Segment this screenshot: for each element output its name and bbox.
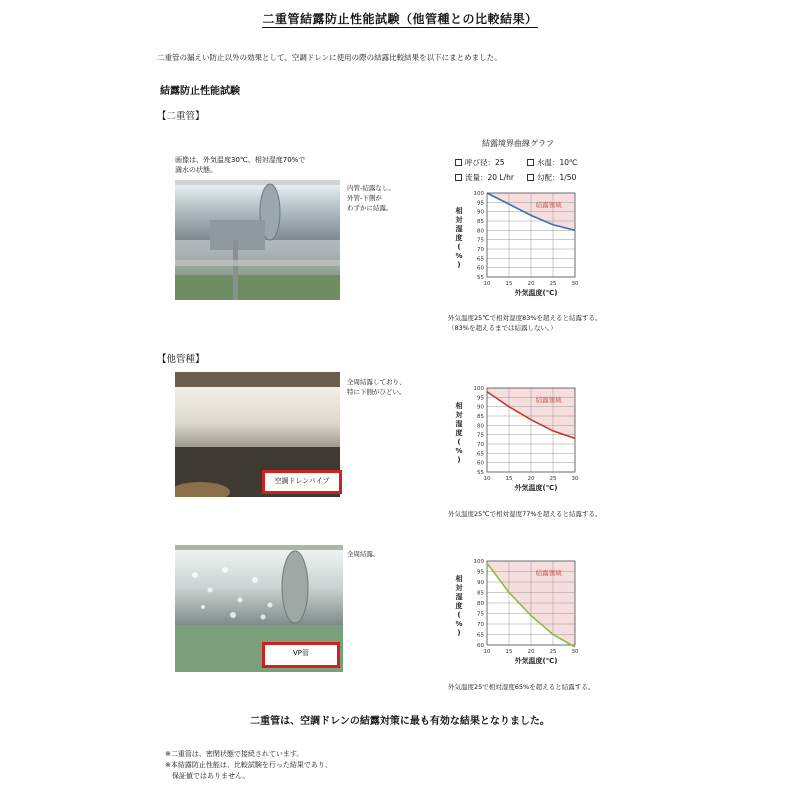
condensation-region-label: 結露領域: [535, 201, 562, 209]
x-tick-label: 10: [483, 281, 491, 287]
y-axis-label-char: 相: [455, 207, 463, 215]
y-axis-label-char: 湿: [455, 225, 463, 233]
y-axis-label-char: 対: [455, 411, 463, 419]
condition-water-temp: 水温：10℃: [527, 157, 577, 168]
y-axis-label-char: 相: [455, 402, 463, 410]
x-tick-label: 30: [571, 649, 579, 655]
block-heading-double-pipe: 【二重管】: [157, 111, 205, 122]
y-tick-label: 60: [477, 265, 484, 272]
observation-vp-pipe: 全周結露。: [347, 550, 380, 558]
y-axis-label-char: 対: [455, 584, 463, 592]
condition-slope: 勾配：1/50: [527, 172, 576, 183]
observation-drain-pipe: 全周結露しており、 特に下側がひどい。: [347, 378, 406, 396]
x-tick-label: 20: [527, 281, 535, 287]
y-axis-label-char: %: [455, 252, 463, 260]
y-tick-label: 90: [477, 209, 484, 216]
y-axis-label-char: (: [457, 243, 461, 251]
y-tick-label: 90: [477, 580, 484, 586]
section-heading: 結露防止性能試験: [160, 86, 240, 97]
note-2: ※本結露防止性能は、比較試験を行った結果であり、: [165, 761, 332, 769]
x-tick-label: 10: [483, 649, 491, 655]
x-tick-label: 15: [505, 281, 513, 287]
graph-title: 結露境界曲線グラフ: [482, 139, 554, 148]
y-axis-label-char: %: [455, 620, 463, 628]
result-vp-pipe: 外気温度25で相対湿度65%を超えると結露する。: [448, 683, 595, 691]
y-tick-label: 75: [477, 237, 484, 244]
y-tick-label: 55: [477, 275, 484, 281]
y-tick-label: 55: [477, 470, 484, 476]
condensation-region-label: 結露領域: [535, 569, 562, 577]
photo-caption: 画像は、外気温度30℃、相対湿度70%で 満水の状態。: [175, 156, 306, 174]
y-tick-label: 75: [477, 611, 484, 618]
y-axis-label-char: (: [457, 438, 461, 446]
x-tick-label: 30: [571, 281, 579, 287]
result-drain-pipe: 外気温度25℃で相対湿度77%を超えると結露する。: [448, 510, 602, 518]
y-tick-label: 65: [477, 256, 484, 263]
y-tick-label: 85: [477, 219, 484, 225]
y-axis-label-char: ): [457, 456, 461, 464]
y-axis-label-char: %: [455, 447, 463, 455]
x-axis-label: 外気温度(℃): [514, 657, 558, 665]
y-tick-label: 95: [477, 569, 484, 576]
checkbox-icon: [455, 174, 462, 181]
label-drain-pipe: 空調ドレンパイプ: [262, 470, 342, 494]
y-axis-label-char: 対: [455, 216, 463, 224]
y-tick-label: 80: [477, 601, 484, 607]
y-axis-label-char: 湿: [455, 420, 463, 428]
double-pipe-photo: [175, 180, 340, 300]
x-tick-label: 25: [549, 476, 557, 482]
checkbox-icon: [455, 159, 462, 166]
intro-text: 二重管の漏えい防止以外の効果として、空調ドレンに使用の際の結露比較結果を以下にまとめました。: [157, 53, 502, 62]
y-tick-label: 100: [473, 191, 484, 197]
condensation-chart-drain-pipe: [440, 380, 590, 500]
result-double-pipe: 外気温度25℃で相対湿度83%を超えると結露する。 （83%を超えるまでは結露しない。）: [448, 314, 602, 332]
y-tick-label: 80: [477, 423, 484, 430]
condensation-chart-double-pipe: [440, 185, 590, 305]
y-axis-label-char: ): [457, 261, 461, 269]
y-axis-label-char: 度: [455, 602, 463, 610]
y-tick-label: 85: [477, 590, 484, 597]
x-tick-label: 15: [505, 649, 513, 655]
y-axis-label-char: (: [457, 611, 461, 619]
block-heading-other-pipes: 【他管種】: [157, 354, 205, 365]
checkbox-icon: [527, 174, 534, 181]
conclusion: 二重管は、空調ドレンの結露対策に最も有効な結果となりました。: [250, 716, 550, 727]
x-tick-label: 25: [549, 649, 557, 655]
x-tick-label: 15: [505, 476, 513, 482]
x-tick-label: 30: [571, 476, 579, 482]
condition-flow: 流量：20 L/hr: [455, 172, 514, 183]
page-title: 二重管結露防止性能試験（他管種との比較結果）: [262, 12, 538, 26]
y-axis-label-char: 度: [455, 429, 463, 437]
y-tick-label: 65: [477, 451, 484, 458]
note-1: ※二重管は、密閉状態で接続されています。: [165, 750, 304, 758]
note-3: 保証値ではありません。: [165, 772, 250, 780]
y-tick-label: 60: [477, 460, 484, 467]
y-axis-label-char: 度: [455, 234, 463, 242]
y-tick-label: 90: [477, 404, 484, 411]
x-tick-label: 20: [527, 476, 535, 482]
x-tick-label: 25: [549, 281, 557, 287]
y-tick-label: 70: [477, 247, 484, 253]
checkbox-icon: [527, 159, 534, 166]
x-axis-label: 外気温度(℃): [514, 289, 558, 297]
condensation-chart-vp-pipe: [440, 553, 590, 673]
y-tick-label: 100: [473, 559, 484, 565]
y-tick-label: 70: [477, 442, 484, 448]
condition-diameter: 呼び径：25: [455, 157, 505, 168]
y-tick-label: 95: [477, 200, 484, 207]
y-axis-label-char: 湿: [455, 593, 463, 601]
x-tick-label: 10: [483, 476, 491, 482]
y-tick-label: 100: [473, 386, 484, 392]
y-tick-label: 85: [477, 414, 484, 420]
y-tick-label: 60: [477, 643, 484, 649]
x-tick-label: 20: [527, 649, 535, 655]
observation-double-pipe: 内管-結露なし。 外管-下側が わずかに結露。: [347, 184, 395, 212]
y-axis-label-char: ): [457, 629, 461, 637]
condensation-region-label: 結露領域: [535, 396, 562, 404]
y-tick-label: 70: [477, 622, 484, 628]
label-vp-pipe: VP管: [262, 642, 340, 668]
y-tick-label: 80: [477, 228, 484, 235]
y-tick-label: 75: [477, 432, 484, 439]
y-axis-label-char: 相: [455, 575, 463, 583]
y-tick-label: 95: [477, 395, 484, 402]
x-axis-label: 外気温度(℃): [514, 484, 558, 492]
y-tick-label: 65: [477, 632, 484, 639]
